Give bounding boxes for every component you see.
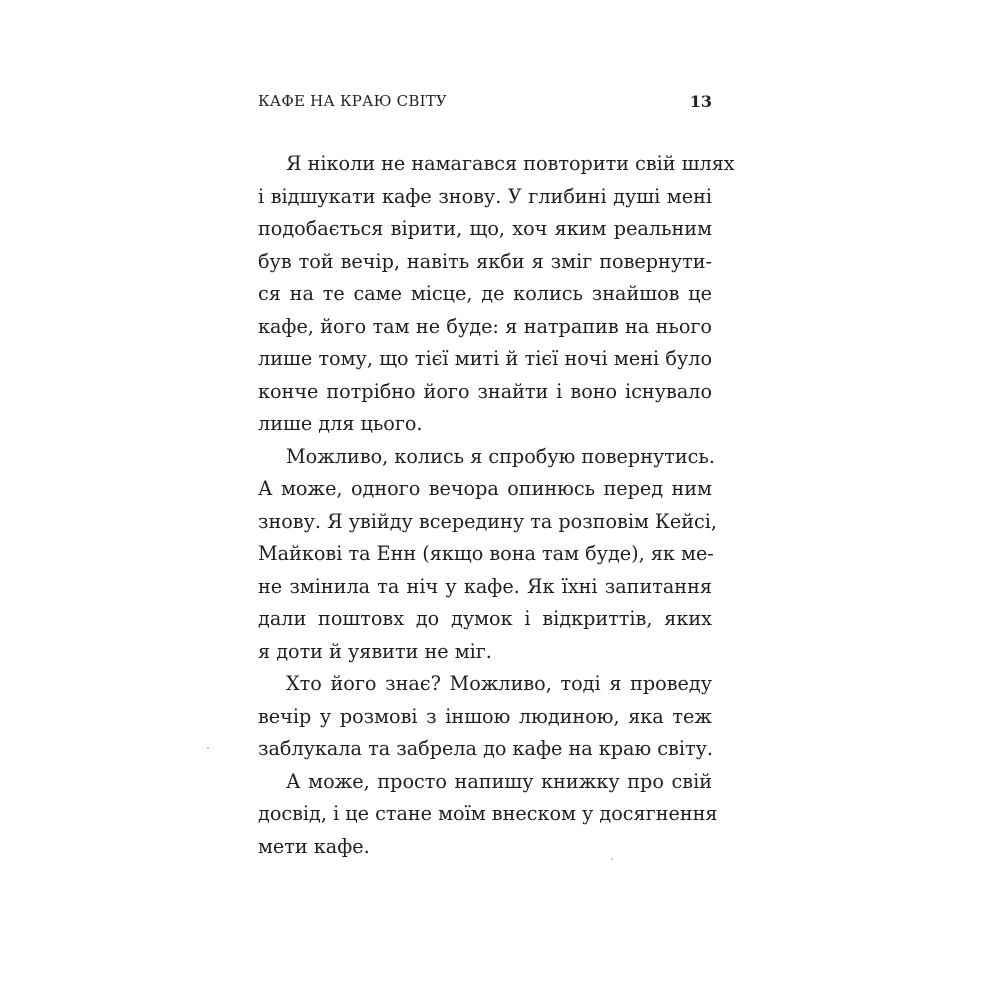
scan-speck	[611, 858, 613, 860]
page-number: 13	[689, 92, 712, 111]
text-line: Хто його знає? Можливо, тоді я проведу	[286, 672, 712, 695]
text-line: Можливо, колись я спробую повернутись.	[286, 444, 715, 468]
text-line: був той вечір, навіть якби я зміг повернути-	[258, 249, 712, 273]
text-line: заблукала та забрела до кафе на краю світу.	[258, 737, 713, 760]
text-line: не змінила та ніч у кафе. Як їхні запитання	[258, 574, 712, 598]
text-line: мети кафе.	[258, 834, 370, 858]
scan-speck	[207, 747, 209, 749]
text-line: лише тому, що тієї миті й тієї ночі мені було	[258, 347, 712, 370]
text-line: ся на те саме місце, де колись знайшов це	[258, 282, 712, 305]
text-line: досвід, і це стане моїм внеском у досягнення	[258, 802, 718, 825]
text-line: Я ніколи не намагався повторити свій шлях	[286, 152, 735, 175]
text-line: і відшукати кафе знову. У глибині душі мені	[258, 184, 712, 208]
text-line: кафе, його там не буде: я натрапив на нього	[258, 314, 712, 338]
text-line: лише для цього.	[258, 412, 423, 435]
text-line: подобається вірити, що, хоч яким реальним	[258, 217, 712, 240]
paragraph	[258, 148, 735, 441]
paragraph	[258, 766, 718, 864]
text-line: А може, одного вечора опинюсь перед ним	[258, 477, 712, 500]
paragraph	[258, 668, 712, 766]
text-line: А може, просто напишу книжку про свій	[286, 769, 712, 793]
running-title: КАФЕ НА КРАЮ СВІТУ	[258, 92, 447, 110]
text-line: конче потрібно його знайти і воно існувало	[258, 379, 712, 403]
paragraph	[258, 441, 717, 669]
text-line: вечір у розмові з іншою людиною, яка теж	[258, 704, 712, 728]
body-text	[258, 148, 735, 863]
text-line: дали поштовх до думок і відкриттів, яких	[258, 607, 712, 630]
text-line: знову. Я увійду всередину та розповім Кейсі,	[258, 509, 717, 533]
text-line: я доти й уявити не міг.	[258, 639, 492, 663]
running-header	[258, 92, 712, 116]
text-line: Майкові та Енн (якщо вона там буде), як ме-	[258, 542, 714, 565]
